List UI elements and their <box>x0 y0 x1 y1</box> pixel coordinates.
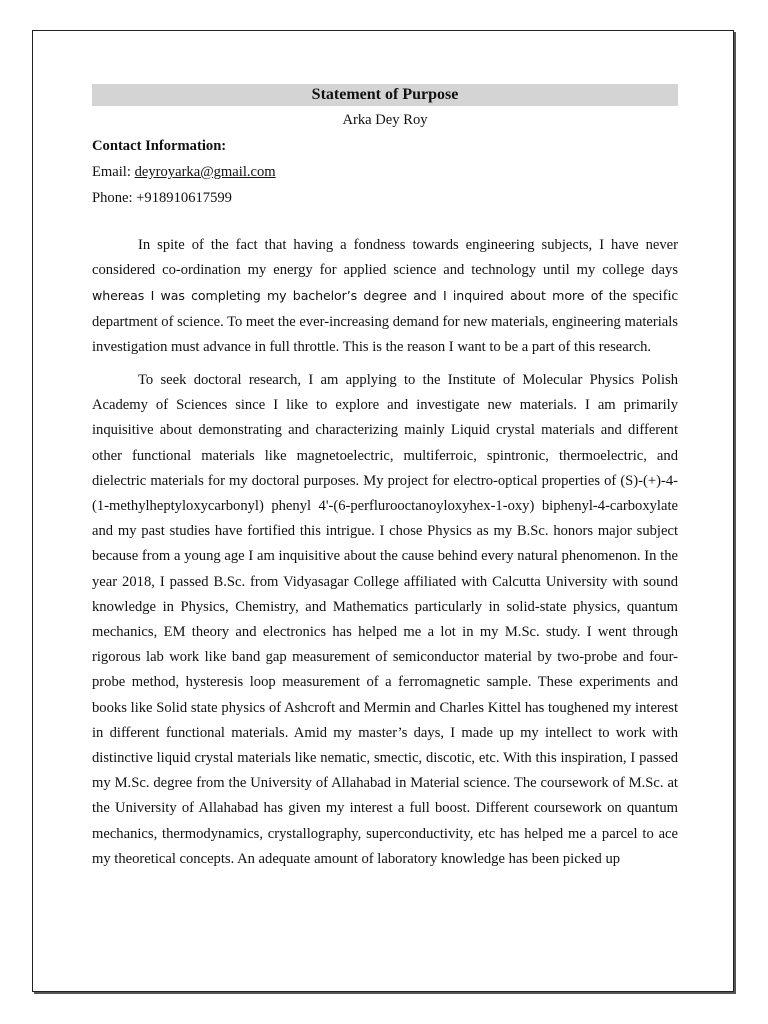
phone-line: Phone: +918910617599 <box>92 190 232 206</box>
paragraph-2: To seek doctoral research, I am applying to the Institute of Molecular Physics Polish Academy of Sciences since I like to explore and investigate new materials. I am primarily inquisitive about demonstrating and characterizing mainly Liquid crystal materials and different other functional materials like magnetoelectric, multiferroic, spintronic, thermoelectric, and dielectric materials for my doctoral purposes. My project for electro-optical properties of (S)-(+)-4-(1-methylheptyloxycarbonyl) phenyl 4'-(6-perflurooctanoyloxyhex-1-oxy) biphenyl-4-carboxylate and my past studies have fortified this intrigue. I chose Physics as my B.Sc. honors major subject because from a young age I am inquisitive about the cause behind every natural phenomenon. In the year 2018, I passed B.Sc. from Vidyasagar College affiliated with Calcutta University with sound knowledge in Physics, Chemistry, and Mathematics particularly in solid-state physics, quantum mechanics, EM theory and electronics has helped me a lot in my M.Sc. study. I went through rigorous lab work like band gap measurement of semiconductor material by two-probe and four-probe method, hysteresis loop measurement of a ferromagnetic sample. These experiments and books like Solid state physics of Ashcroft and Mermin and Charles Kittel has toughened my interest in different functional materials. Amid my master’s days, I made up my intellect to work with distinctive liquid crystal materials like nematic, smectic, discotic, etc. With this inspiration, I passed my M.Sc. degree from the University of Allahabad in Material science. The coursework of M.Sc. at the University of Allahabad has given my interest a full boost. Different coursework on quantum mechanics, thermodynamics, crystallography, superconductivity, etc has helped me a parcel to ace my theoretical concepts. An adequate amount of laboratory knowledge has been picked up <box>92 372 678 867</box>
email-label: Email: <box>92 164 135 180</box>
contact-heading: Contact Information: <box>92 138 227 154</box>
document-body <box>92 84 678 872</box>
paragraph-1-part-a: In spite of the fact that having a fondness towards engineering subjects, I have never considered co-ordination my energy for applied science and technology until my college days <box>92 237 678 279</box>
document-title: Statement of Purpose <box>92 84 678 106</box>
paragraph-1-part-c: the specific department of science. To meet the ever-increasing demand for new materials, engineering materials investigation must advance in full throttle. This is the reason I want to be a part of this research. <box>92 288 678 355</box>
paragraph-1 <box>92 233 678 360</box>
paragraph-1-part-b: whereas I was completing my bachelor’s degree and I inquired about more of <box>92 288 603 304</box>
email-line <box>92 159 678 185</box>
spacer <box>92 211 678 233</box>
email-link[interactable]: deyroyarka@gmail.com <box>134 164 276 180</box>
author-name: Arka Dey Roy <box>342 112 428 128</box>
